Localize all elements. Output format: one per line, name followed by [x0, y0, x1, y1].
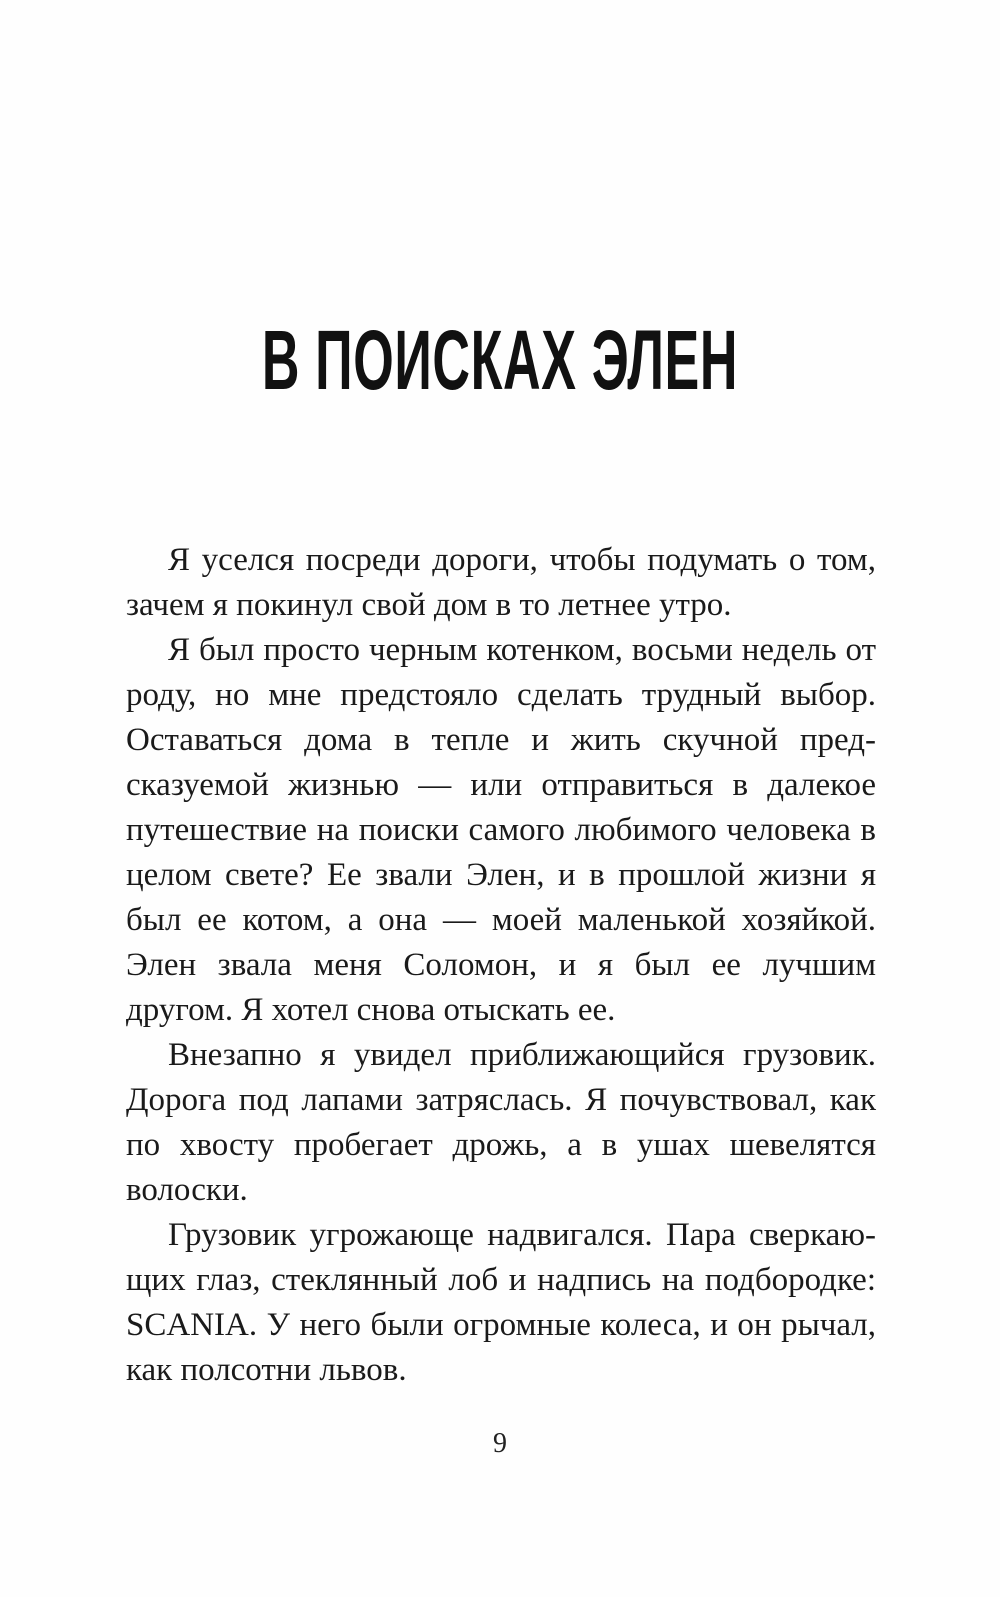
- paragraph: Грузовик угрожающе надвигался. Пара сверкающих глаз, стеклянный лоб и надпись на подбородке: SCANIA. У него были огромные колеса, и он рычал, как полсотни львов.: [126, 1217, 876, 1388]
- paragraph: Я уселся посреди дороги, чтобы подумать о том, зачем я покинул свой дом в то летнее утро.: [126, 542, 876, 623]
- paragraph: Я был просто черным котенком, восьми недель от роду, но мне предстояло сделать трудный выбор. Оставаться дома в тепле и жить скучной предсказуемой жизнью — или отправиться в далекое путешествие на поиски самого любимого человека в целом свете? Ее звали Элен, и в прошлой жизни я был ее котом, а она — моей маленькой хозяйкой. Элен звала меня Соломон, и я был ее лучшим другом. Я хотел снова отыскать ее.: [126, 632, 876, 1028]
- page-number: 9: [493, 1428, 507, 1459]
- chapter-body: [126, 538, 876, 1393]
- paragraph: Внезапно я увидел приближающийся грузовик. Дорога под лапами затряслась. Я почувствовал, как по хвосту пробегает дрожь, а в ушах шевелятся волоски.: [126, 1037, 876, 1208]
- chapter-title: В ПОИСКАХ ЭЛЕН: [261, 313, 739, 407]
